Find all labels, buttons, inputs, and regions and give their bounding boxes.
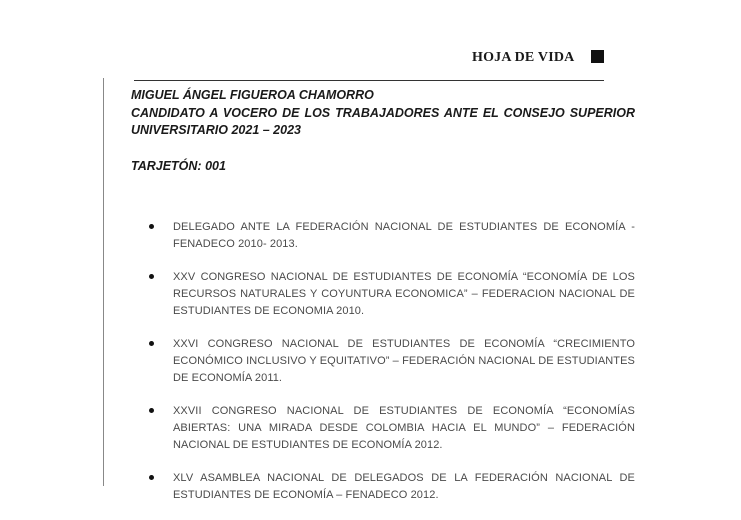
bullet-icon — [149, 475, 154, 480]
credentials-list — [148, 219, 635, 520]
list-item-text: XXVI CONGRESO NACIONAL DE ESTUDIANTES DE ECONOMÍA “CRECIMIENTO ECONÓMICO INCLUSIVO Y EQUITATIVO” – FEDERACIÓN NACIONAL DE ESTUDIANTES DE ECONOMÍA 2011. — [173, 338, 635, 384]
black-square-icon — [591, 50, 604, 63]
bullet-icon — [149, 224, 154, 229]
candidate-role: CANDIDATO A VOCERO DE LOS TRABAJADORES ANTE EL CONSEJO SUPERIOR UNIVERSITARIO 2021 – 2023 — [131, 106, 635, 137]
bullet-icon — [149, 408, 154, 413]
list-item-text: XLV ASAMBLEA NACIONAL DE DELEGADOS DE LA FEDERACIÓN NACIONAL DE ESTUDIANTES DE ECONOMÍA – FENADECO 2012. — [173, 472, 635, 501]
margin-rule — [103, 78, 104, 486]
list-item-text: XXV CONGRESO NACIONAL DE ESTUDIANTES DE ECONOMÍA “ECONOMÍA DE LOS RECURSOS NATURALES Y COYUNTURA ECONOMICA” – FEDERACION NACIONAL DE ESTUDIANTES DE ECONOMIA 2010. — [173, 271, 635, 317]
list-item — [148, 403, 635, 454]
tarjeton-number: TARJETÓN: 001 — [131, 159, 226, 173]
candidate-name: MIGUEL ÁNGEL FIGUEROA CHAMORRO — [131, 88, 374, 102]
list-item — [148, 269, 635, 320]
list-item-text: DELEGADO ANTE LA FEDERACIÓN NACIONAL DE ESTUDIANTES DE ECONOMÍA - FENADECO 2010- 2013. — [173, 221, 635, 250]
document-title: HOJA DE VIDA — [472, 50, 575, 65]
list-item — [148, 470, 635, 504]
bullet-icon — [149, 341, 154, 346]
list-item-text: XXVII CONGRESO NACIONAL DE ESTUDIANTES DE ECONOMÍA “ECONOMÍAS ABIERTAS: UNA MIRADA DESDE COLOMBIA HACIA EL MUNDO” – FEDERACIÓN NACIONAL DE ESTUDIANTES DE ECONOMÍA 2012. — [173, 405, 635, 451]
header-rule — [134, 80, 604, 81]
bullet-icon — [149, 274, 154, 279]
list-item — [148, 219, 635, 253]
list-item — [148, 336, 635, 387]
